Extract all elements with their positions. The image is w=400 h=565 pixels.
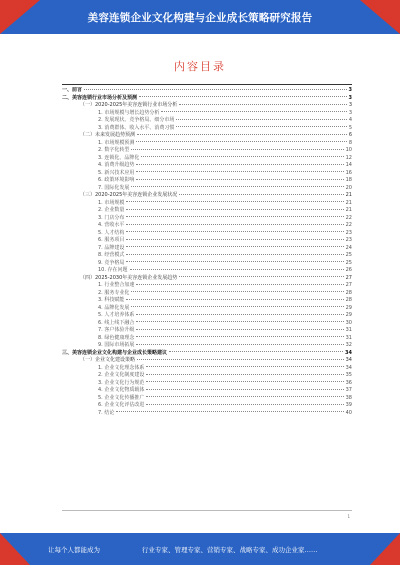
toc-leader-dots: [179, 194, 343, 195]
toc-leader-dots: [116, 411, 343, 412]
toc-entry-text: 6. 线上线下融合: [98, 319, 135, 326]
toc-entry-page: 21: [345, 207, 352, 213]
toc-entry-page: 5: [348, 124, 352, 131]
toc-leader-dots: [131, 149, 343, 150]
toc-entry-page: 34: [345, 349, 352, 356]
toc-entry-text: 3. 门店分布: [98, 214, 125, 221]
toc-leader-dots: [141, 156, 343, 157]
toc-entry-page: 22: [345, 222, 352, 228]
toc-entry-text: 6. 企业文化评估改进: [98, 402, 145, 408]
toc-entry-text: （一）企业文化建设策略: [80, 357, 136, 363]
toc-entry-page: 14: [345, 162, 352, 168]
toc-entry-text: 1. 市场规模预测: [98, 139, 135, 146]
toc-entry[interactable]: [62, 185, 352, 193]
toc-top-rule: [62, 84, 352, 85]
toc-leader-dots: [136, 314, 343, 315]
toc-leader-dots: [126, 254, 343, 255]
toc-entry-text: 2. 服务专业化: [98, 289, 130, 296]
toc-entry[interactable]: [62, 402, 352, 410]
toc-leader-dots: [136, 141, 346, 142]
toc-entry-page: 21: [345, 192, 352, 198]
toc-entry-page: 29: [345, 304, 352, 311]
toc-entry-text: 4. 品牌化发展: [98, 304, 130, 311]
toc-entry-page: 16: [345, 169, 352, 176]
toc-bottom-rule: [62, 510, 352, 511]
toc-leader-dots: [136, 179, 343, 180]
toc-entry-text: 6. 服务项目: [98, 237, 125, 243]
toc-entry-text: 1. 行业整合加速: [98, 282, 135, 288]
toc-leader-dots: [130, 269, 344, 270]
toc-entry[interactable]: [62, 245, 352, 253]
toc-entry-page: 31: [345, 327, 352, 333]
toc-entry[interactable]: [62, 335, 352, 343]
toc-entry-page: 36: [345, 379, 352, 386]
toc-entry-text: 8. 经营模式: [98, 252, 125, 258]
toc-leader-dots: [136, 336, 343, 337]
toc-leader-dots: [146, 404, 343, 405]
toc-entry[interactable]: [62, 117, 352, 125]
toc-entry-page: 34: [345, 357, 352, 363]
toc-leader-dots: [136, 171, 343, 172]
footer-right-accent: [370, 533, 400, 565]
toc-entry-text: 10. 存在问题: [98, 267, 128, 273]
toc-leader-dots: [137, 359, 344, 360]
toc-leader-dots: [146, 374, 343, 375]
toc-entry-page: 28: [345, 297, 352, 303]
toc-entry-page: 23: [345, 229, 352, 236]
toc-entry-page: 10: [345, 147, 352, 153]
toc-entry[interactable]: [62, 162, 352, 170]
toc-entry-text: 3. 消费群体、收入水平、消费习惯: [98, 124, 175, 131]
toc-entry-page: 34: [345, 364, 352, 371]
toc-entry-text: 9. 竞争格局: [98, 259, 125, 266]
toc-entry[interactable]: [62, 320, 352, 328]
toc-leader-dots: [136, 164, 343, 165]
toc-entry-page: 25: [345, 259, 352, 266]
page-footer: [0, 533, 400, 565]
toc-entry-page: 38: [345, 394, 352, 401]
toc-entry-text: 2. 企业数量: [98, 207, 125, 213]
toc-entry-text: 1. 市场规模: [98, 199, 125, 206]
toc-entry[interactable]: [62, 200, 352, 208]
toc-entry-page: 6: [348, 132, 352, 138]
toc-leader-dots: [131, 306, 343, 307]
toc-entry[interactable]: [62, 380, 352, 388]
toc-entry[interactable]: [62, 215, 352, 223]
toc-entry-text: 一、前言: [62, 87, 83, 93]
toc-entry-page: 30: [345, 319, 352, 326]
toc-entry-text: 5. 新兴技术应用: [98, 169, 135, 176]
toc-entry-page: 26: [345, 267, 352, 273]
toc-entry[interactable]: [62, 267, 352, 275]
toc-leader-dots: [126, 201, 343, 202]
toc-entry-page: 27: [345, 274, 352, 281]
toc-entry[interactable]: [62, 410, 352, 418]
toc-leader-dots: [179, 104, 347, 105]
toc-leader-dots: [137, 134, 347, 135]
toc-entry[interactable]: [62, 192, 352, 200]
toc-entry[interactable]: [62, 87, 352, 95]
toc-leader-dots: [131, 291, 343, 292]
toc-entry-text: 三、美容连锁企业文化构建与企业成长策略建议: [62, 349, 168, 356]
toc-heading: 内容目录: [174, 60, 226, 73]
toc-leader-dots: [176, 126, 346, 127]
toc-entry-text: 3. 连锁化、品牌化: [98, 154, 140, 161]
toc-entry-page: 12: [345, 154, 352, 161]
footer-left-accent: [0, 533, 30, 565]
toc-entry-text: 7. 品牌建设: [98, 244, 125, 251]
toc-leader-dots: [126, 216, 343, 217]
toc-leader-dots: [146, 389, 343, 390]
toc-entry-text: 6. 政策环境影响: [98, 177, 135, 183]
toc-entry[interactable]: [62, 147, 352, 155]
toc-entry[interactable]: [62, 387, 352, 395]
toc-entry-page: 37: [345, 387, 352, 393]
toc-entry-page: 22: [345, 214, 352, 221]
toc-leader-dots: [126, 224, 343, 225]
page-number: 1: [347, 514, 350, 519]
toc-entry[interactable]: [62, 357, 352, 365]
toc-entry-text: 二、美容连锁行业市场分析及预测: [62, 94, 138, 101]
toc-entry[interactable]: [62, 372, 352, 380]
toc-leader-dots: [136, 344, 343, 345]
toc-entry[interactable]: [62, 207, 352, 215]
toc-entry-text: 4. 企业文化物质载体: [98, 387, 145, 393]
table-of-contents: [62, 87, 352, 507]
toc-entry[interactable]: [62, 260, 352, 268]
toc-leader-dots: [126, 239, 343, 240]
toc-entry[interactable]: [62, 102, 352, 110]
toc-entry-page: 3: [348, 109, 352, 116]
toc-entry[interactable]: [62, 230, 352, 238]
toc-entry[interactable]: [62, 110, 352, 118]
toc-entry[interactable]: [62, 170, 352, 178]
toc-leader-dots: [126, 231, 343, 232]
toc-entry-page: 3: [348, 102, 352, 108]
toc-entry[interactable]: [62, 140, 352, 148]
toc-entry-page: 31: [345, 334, 352, 341]
toc-entry-text: 5. 人才结构: [98, 229, 125, 236]
toc-entry[interactable]: [62, 252, 352, 260]
toc-entry-page: 40: [345, 409, 352, 416]
toc-entry-page: 32: [345, 342, 352, 348]
toc-entry-text: 7. 结论: [98, 409, 115, 416]
toc-entry-text: 4. 营收水平: [98, 222, 125, 228]
toc-entry-text: （三）2020-2025年美容连锁企业发展状况: [80, 192, 178, 198]
toc-entry-text: 2. 企业文化制度建设: [98, 372, 145, 378]
toc-entry[interactable]: [62, 275, 352, 283]
toc-entry-page: 35: [345, 372, 352, 378]
toc-leader-dots: [176, 119, 346, 120]
toc-entry[interactable]: [62, 327, 352, 335]
toc-entry-page: 28: [345, 289, 352, 296]
toc-entry-text: 4. 消费升级趋势: [98, 162, 135, 168]
toc-entry-text: 7. 国际化发展: [98, 184, 130, 191]
toc-entry-text: （二）未来发展趋势预测: [80, 132, 136, 138]
toc-leader-dots: [126, 246, 343, 247]
toc-leader-dots: [146, 381, 343, 382]
toc-leader-dots: [84, 89, 347, 90]
toc-entry[interactable]: [62, 350, 352, 358]
toc-leader-dots: [169, 351, 343, 352]
toc-leader-dots: [136, 329, 343, 330]
report-title: 美容连锁企业文化构建与企业成长策略研究报告: [87, 12, 313, 24]
toc-entry[interactable]: [62, 95, 352, 103]
toc-entry[interactable]: [62, 132, 352, 140]
toc-entry-page: 3: [348, 94, 352, 101]
toc-leader-dots: [146, 366, 343, 367]
toc-entry[interactable]: [62, 237, 352, 245]
toc-entry-text: （四）2025-2030年美容连锁企业发展趋势: [80, 274, 178, 281]
toc-leader-dots: [126, 261, 343, 262]
toc-entry-text: 5. 人才培养体系: [98, 312, 135, 318]
toc-entry-text: 5. 企业文化传播推广: [98, 394, 145, 401]
toc-entry[interactable]: [62, 297, 352, 305]
toc-entry-text: 3. 科技赋能: [98, 297, 125, 303]
toc-entry-page: 3: [348, 87, 352, 93]
toc-entry[interactable]: [62, 305, 352, 313]
toc-leader-dots: [136, 284, 343, 285]
toc-leader-dots: [126, 299, 343, 300]
toc-entry[interactable]: [62, 125, 352, 133]
toc-leader-dots: [126, 209, 343, 210]
toc-entry-page: 4: [348, 117, 352, 123]
toc-entry[interactable]: [62, 155, 352, 163]
page-header: [0, 0, 400, 34]
toc-entry[interactable]: [62, 177, 352, 185]
toc-entry-page: 18: [345, 177, 352, 183]
toc-entry-page: 25: [345, 252, 352, 258]
toc-entry-text: 2. 发展现状、竞争格局、细分市场: [98, 117, 175, 123]
toc-leader-dots: [139, 96, 347, 97]
toc-entry-page: 23: [345, 237, 352, 243]
toc-leader-dots: [136, 321, 343, 322]
toc-entry-page: 29: [345, 312, 352, 318]
footer-tagline: 行业专家、管理专家、营销专家、战略专家、成功企业家……: [142, 546, 318, 554]
toc-entry-text: 9. 国际市场拓展: [98, 342, 135, 348]
toc-entry-page: 21: [345, 199, 352, 206]
toc-entry[interactable]: [62, 342, 352, 350]
toc-entry-page: 20: [345, 184, 352, 191]
toc-entry[interactable]: [62, 282, 352, 290]
toc-entry-page: 27: [345, 282, 352, 288]
toc-entry-text: 1. 企业文化理念体系: [98, 364, 145, 371]
toc-entry-page: 24: [345, 244, 352, 251]
toc-entry-text: 7. 客户体验升级: [98, 327, 135, 333]
toc-entry[interactable]: [62, 312, 352, 320]
footer-slogan: 让每个人都能成为: [48, 546, 100, 554]
toc-entry-page: 39: [345, 402, 352, 408]
toc-entry[interactable]: [62, 290, 352, 298]
toc-entry[interactable]: [62, 222, 352, 230]
toc-entry-text: 3. 企业文化行为规范: [98, 379, 145, 386]
toc-entry-text: （一）2020-2025年美容连锁行业市场分析: [80, 102, 178, 108]
toc-entry[interactable]: [62, 395, 352, 403]
toc-entry-text: 1. 市场规模与增长趋势分析: [98, 109, 160, 116]
toc-entry-page: 8: [348, 139, 352, 146]
toc-leader-dots: [131, 186, 343, 187]
toc-leader-dots: [146, 396, 343, 397]
toc-entry[interactable]: [62, 365, 352, 373]
toc-leader-dots: [161, 111, 346, 112]
toc-leader-dots: [179, 276, 343, 277]
toc-entry-text: 8. 绿色健康理念: [98, 334, 135, 341]
toc-entry-text: 2. 数字化转型: [98, 147, 130, 153]
